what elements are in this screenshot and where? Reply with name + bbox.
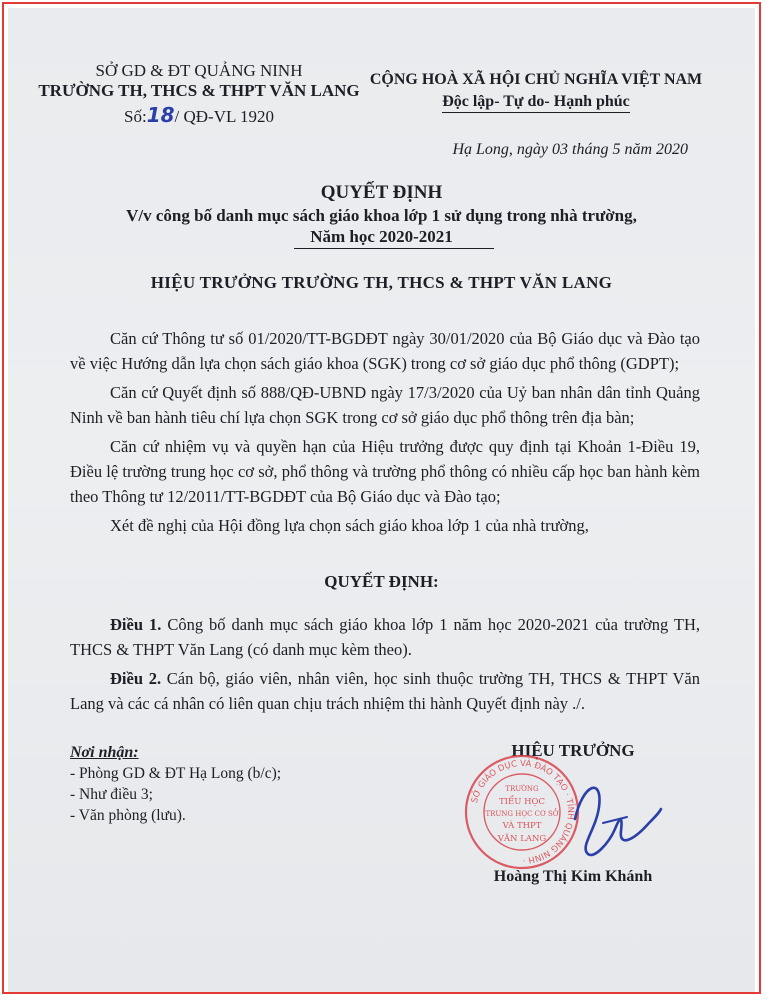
recipient-item: - Phòng GD & ĐT Hạ Long (b/c); — [70, 765, 282, 782]
subtitle-line-1: V/v công bố danh mục sách giáo khoa lớp 1 sử dụng trong nhà trường, — [126, 206, 637, 225]
preamble-paragraph: Căn cứ Thông tư số 01/2020/TT-BGDĐT ngày 30/01/2020 của Bộ Giáo dục và Đào tạo về việc Hướng dẫn lựa chọn sách giáo khoa (SGK) trong cơ sở giáo dục phổ thông (GDPT); — [70, 329, 700, 373]
document-date: Hạ Long, ngày 03 tháng 5 năm 2020 — [452, 141, 688, 158]
article-2-label: Điều 2. — [110, 669, 162, 688]
signature-title: HIỆU TRƯỞNG — [511, 741, 635, 760]
signer-name: Hoàng Thị Kim Khánh — [493, 868, 653, 885]
handwritten-signature — [563, 773, 673, 863]
recipients — [70, 742, 370, 826]
preamble-paragraph: Căn cứ Quyết định số 888/QĐ-UBND ngày 17/3/2020 của Uỷ ban nhân dân tỉnh Quảng Ninh về ban hành tiêu chí lựa chọn SGK trong cơ sở giáo dục phổ thông trên địa bàn; — [70, 383, 700, 427]
country-name: CỘNG HOÀ XÃ HỘI CHỦ NGHĨA VIỆT NAM — [369, 71, 703, 88]
recipients-heading: Nơi nhận: — [70, 744, 139, 761]
article-2-text: Cán bộ, giáo viên, nhân viên, học sinh thuộc trường TH, THCS & THPT Văn Lang và các cá nhân có liên quan chịu trách nhiệm thi hành Quyết định này ./. — [70, 669, 700, 713]
principal-heading: HIỆU TRƯỞNG TRƯỜNG TH, THCS & THPT VĂN LANG — [150, 273, 613, 292]
department-name: SỞ GD & ĐT QUẢNG NINH — [95, 61, 303, 80]
svg-text:TRUNG HỌC CƠ SỞ: TRUNG HỌC CƠ SỞ — [485, 810, 559, 818]
decision-heading: QUYẾT ĐỊNH: — [324, 572, 439, 591]
school-name — [34, 81, 364, 101]
recipient-item: - Như điều 3; — [70, 786, 153, 803]
header-right — [366, 69, 706, 113]
subtitle-underline — [294, 248, 494, 249]
svg-text:TRƯỜNG: TRƯỜNG — [505, 785, 539, 793]
article-1-text: Công bố danh mục sách giáo khoa lớp 1 năm học 2020-2021 của trường TH, THCS & THPT Văn Lang (có danh mục kèm theo). — [70, 615, 701, 659]
national-motto: Độc lập- Tự do- Hạnh phúc — [442, 93, 630, 113]
document-title: QUYẾT ĐỊNH — [320, 182, 443, 203]
article-2 — [70, 666, 700, 716]
articles — [70, 612, 700, 720]
document-number-prefix: Số: — [124, 107, 147, 126]
preamble — [70, 326, 700, 542]
recipient-item: - Văn phòng (lưu). — [70, 807, 186, 824]
document-number — [124, 105, 274, 127]
svg-text:VĂN LANG: VĂN LANG — [497, 834, 547, 844]
document-subtitle — [28, 205, 735, 247]
svg-text:SỞ GIÁO DỤC VÀ ĐÀO TẠO · TỈNH: SỞ GIÁO DỤC VÀ ĐÀO TẠO · TỈNH QUẢNG NINH · — [469, 758, 576, 866]
svg-text:TIỂU HỌC: TIỂU HỌC — [499, 797, 545, 807]
document-number-handwritten: 18 — [146, 103, 175, 127]
article-1-label: Điều 1. — [110, 615, 162, 634]
school-name-text: TRƯỜNG TH, THCS & THPT VĂN LANG — [38, 81, 360, 100]
article-1 — [70, 612, 700, 662]
document-frame — [2, 2, 761, 994]
svg-text:VÀ THPT: VÀ THPT — [502, 821, 542, 831]
header-left — [34, 61, 364, 127]
subtitle-line-2: Năm học 2020-2021 — [310, 227, 453, 246]
preamble-paragraph: Xét đề nghị của Hội đồng lựa chọn sách giáo khoa lớp 1 của nhà trường, — [110, 516, 589, 535]
document-paper — [8, 8, 755, 992]
document-number-suffix: / QĐ-VL 1920 — [174, 107, 274, 126]
preamble-paragraph: Căn cứ nhiệm vụ và quyền hạn của Hiệu trưởng được quy định tại Khoản 1-Điều 19, Điều lệ trường trung học cơ sở, phổ thông và trường phổ thông có nhiều cấp học ban hành kèm theo Thông tư 12/2011/TT-BGDĐT của Bộ Giáo dục và Đào tạo; — [70, 437, 700, 506]
